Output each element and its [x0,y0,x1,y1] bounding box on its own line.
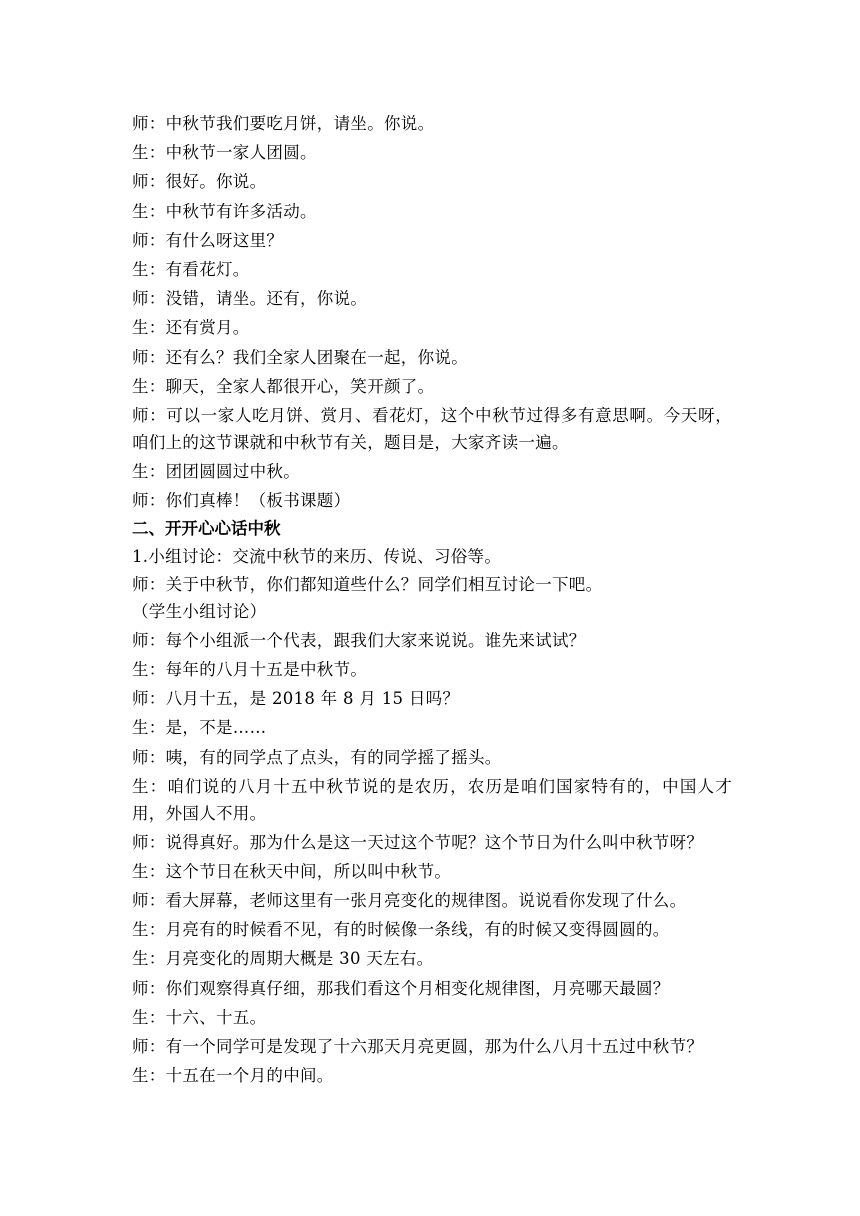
dialogue-line: 师：说得真好。那为什么是这一天过这个节呢？这个节日为什么叫中秋节呀？ [132,832,704,852]
dialogue-line: 师：你们真棒！（板书课题） [132,491,351,511]
dialogue-paragraph: 师：可以一家人吃月饼、赏月、看花灯，这个中秋节过得多有意思啊。今天呀，咱们上的这节课就和中秋节有关，题目是，大家齐读一遍。 [132,405,732,452]
dialogue-line: 师：看大屏幕，老师这里有一张月亮变化的规律图。说说看你发现了什么。 [132,891,687,911]
dialogue-line: 师：咦，有的同学点了点头，有的同学摇了摇头。 [132,747,502,767]
dialogue-line: 生：是，不是…… [132,718,267,738]
dialogue-line: （学生小组讨论） [132,602,267,622]
dialogue-line: 生：十六、十五。 [132,1007,267,1027]
dialogue-line: 生：这个节日在秋天中间，所以叫中秋节。 [132,861,452,881]
dialogue-line: 1.小组讨论：交流中秋节的来历、传说、习俗等。 [132,547,502,567]
section-heading: 二、开开心心话中秋 [132,519,281,539]
dialogue-line: 生：中秋节有许多活动。 [132,201,317,221]
dialogue-line: 生：有看花灯。 [132,259,250,279]
dialogue-line: 生：团团圆圆过中秋。 [132,461,300,481]
dialogue-line: 师：关于中秋节，你们都知道些什么？同学们相互讨论一下吧。 [132,574,603,594]
dialogue-line: 生：中秋节一家人团圆。 [132,143,317,163]
dialogue-line: 生：月亮变化的周期大概是 30 天左右。 [132,949,434,969]
dialogue-line: 生：聊天，全家人都很开心，笑开颜了。 [132,376,435,396]
dialogue-line: 生：月亮有的时候看不见，有的时候像一条线，有的时候又变得圆圆的。 [132,920,670,940]
dialogue-paragraph: 生：咱们说的八月十五中秋节说的是农历，农历是咱们国家特有的，中国人才用，外国人不用。 [132,776,732,823]
dialogue-line: 师：中秋节我们要吃月饼，请坐。你说。 [132,114,435,133]
dialogue-line: 师：很好。你说。 [132,172,267,192]
dialogue-line: 师：有一个同学可是发现了十六那天月亮更圆，那为什么八月十五过中秋节？ [132,1037,704,1056]
dialogue-line: 师：八月十五，是 2018 年 8 月 15 日吗？ [132,689,460,709]
dialogue-line: 生：还有赏月。 [132,318,250,338]
dialogue-line: 师：有什么呀这里？ [132,230,284,250]
dialogue-line: 师：每个小组派一个代表，跟我们大家来说说。谁先来试试？ [132,630,586,650]
dialogue-line: 生：十五在一个月的中间。 [132,1066,334,1086]
document-body [132,109,732,1090]
dialogue-line: 师：没错，请坐。还有，你说。 [132,289,368,309]
dialogue-line: 生：每年的八月十五是中秋节。 [132,659,368,679]
dialogue-line: 师：你们观察得真仔细，那我们看这个月相变化规律图，月亮哪天最圆？ [132,978,670,998]
dialogue-line: 师：还有么？我们全家人团聚在一起，你说。 [132,347,468,367]
